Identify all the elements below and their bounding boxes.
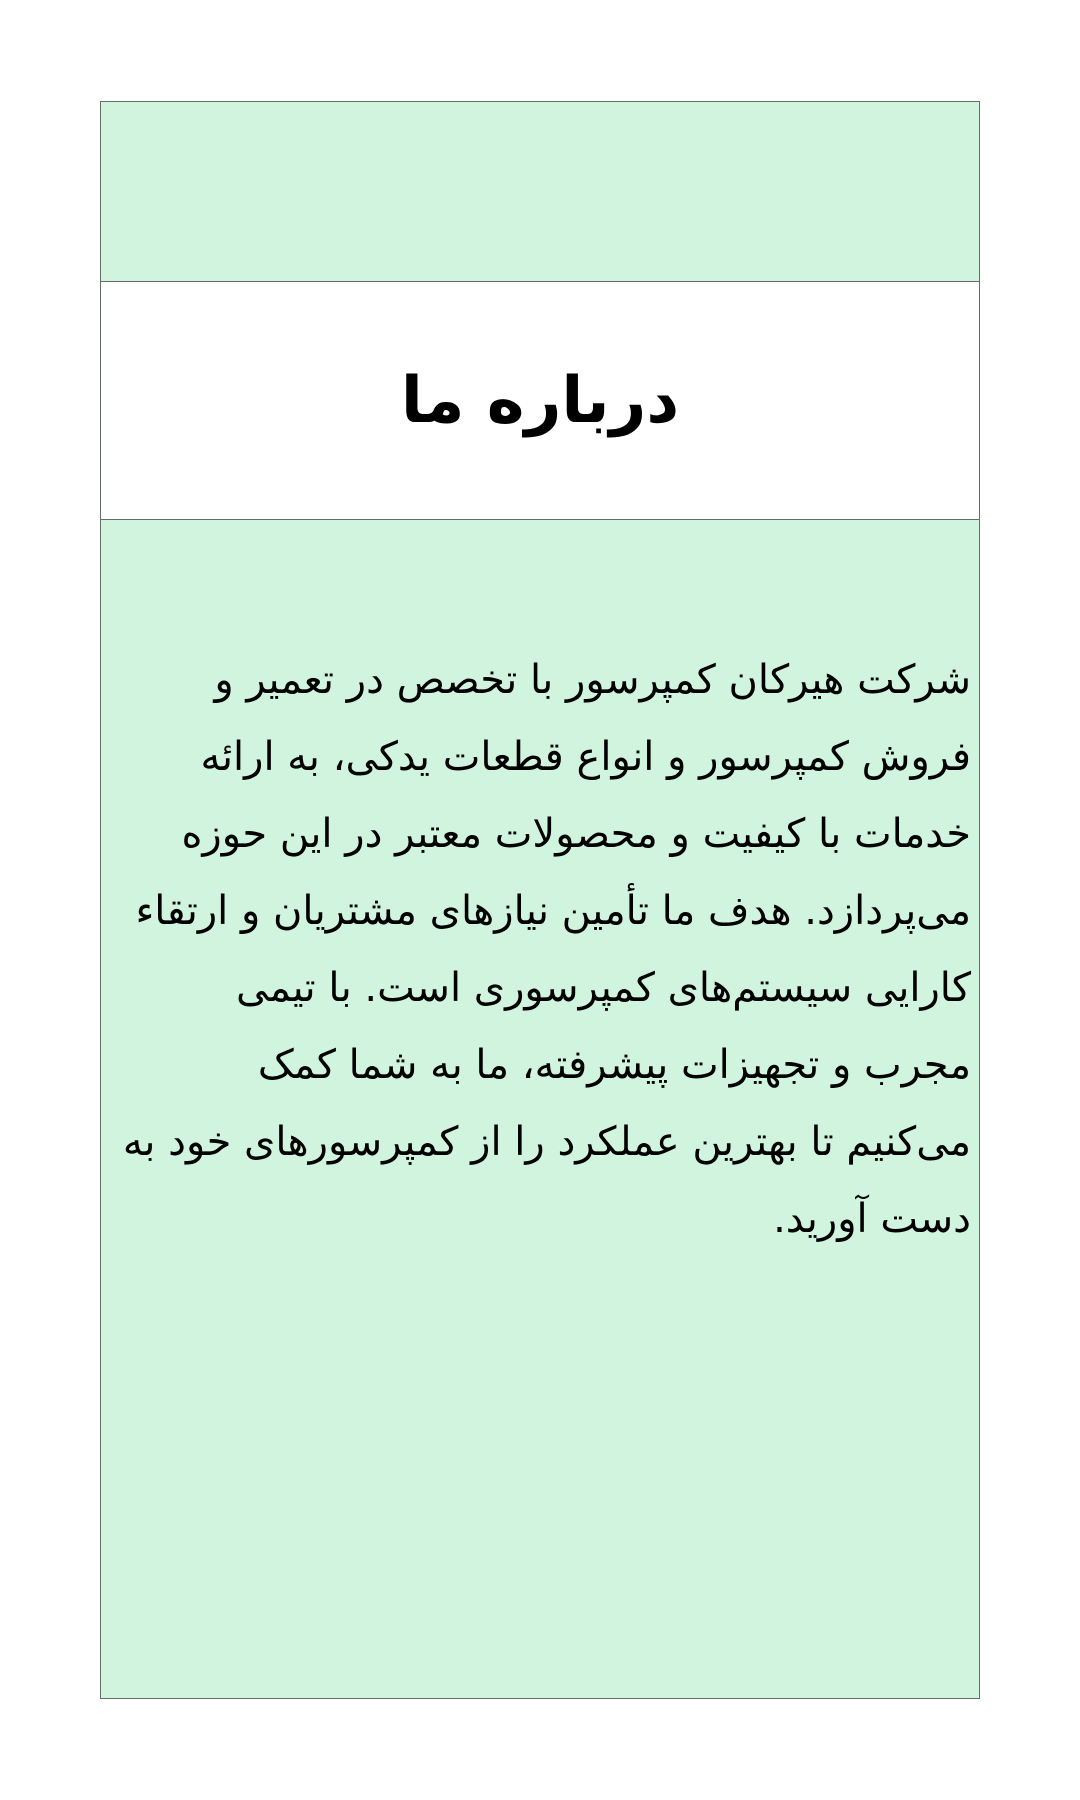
title-section — [101, 282, 979, 520]
header-band — [101, 102, 979, 282]
page-title: درباره ما — [400, 363, 680, 438]
content-section — [101, 520, 979, 1698]
about-card — [100, 101, 980, 1699]
about-paragraph: شرکت هیرکان کمپرسور با تخصص در تعمیر و فروش کمپرسور و انواع قطعات یدکی، به ارائه خدمات با کیفیت و محصولات معتبر در این حوزه می‌پردازد. هدف ما تأمین نیازهای مشتریان و ارتقاء کارایی سیستم‌های کمپرسوری است. با تیمی مجرب و تجهیزات پیشرفته، ما به شما کمک می‌کنیم تا بهترین عملکرد را از کمپرسورهای خود به دست آورید. — [122, 657, 971, 1242]
